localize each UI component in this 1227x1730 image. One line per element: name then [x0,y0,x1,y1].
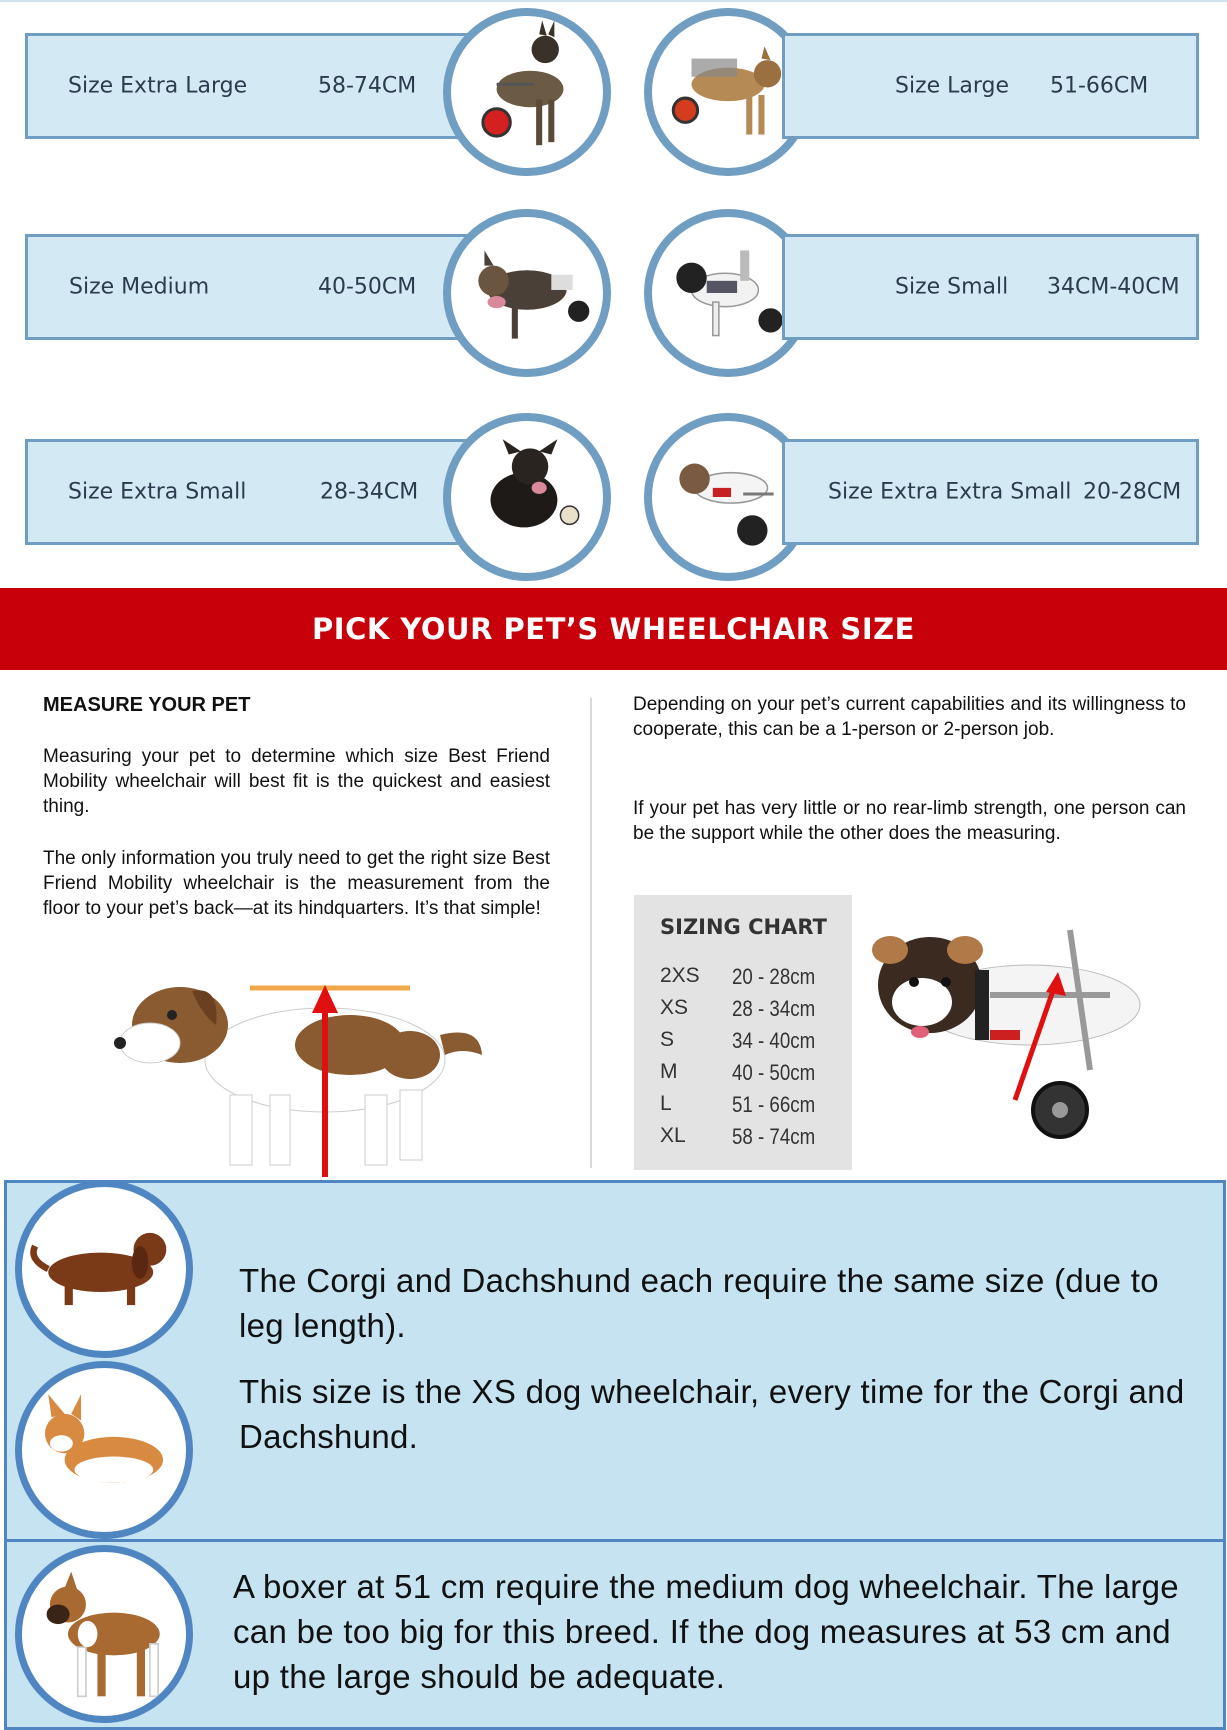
size-range: 51 - 66cm [732,1092,816,1117]
size-card-large [782,33,1199,139]
size-card-small [782,234,1199,340]
measure-heading: MEASURE YOUR PET [43,694,251,716]
size-name: Size Large [895,73,1010,99]
size-range: 34CM-40CM [1047,274,1180,300]
size-name: Size Extra Small [68,479,247,505]
measure-paragraph: Measuring your pet to determine which size Best Friend Mobility wheelchair will best fit is the quickest and easiest thing. [43,746,550,817]
sizing-chart-row [660,1060,840,1092]
size-code: XL [660,1124,686,1147]
breed-info-corgi-dachshund [4,1180,1226,1542]
column-divider [590,698,592,1168]
size-code: 2XS [660,964,700,987]
size-card-extra-large [25,33,470,139]
size-range: 28-34CM [320,479,419,505]
corgi-icon [15,1361,193,1539]
sizing-chart-title: SIZING CHART [660,915,827,939]
dog-wheelchair-icon [443,209,611,377]
size-card-medium [25,234,470,340]
size-range: 28 - 34cm [732,996,816,1021]
size-range: 20 - 28cm [732,964,816,989]
size-code: XS [660,996,689,1019]
sizing-chart-row [660,996,840,1028]
breed-text: This size is the XS dog wheelchair, every time for the Corgi and Dachshund. [239,1373,1185,1455]
size-card-extra-small [25,439,470,545]
breed-text: A boxer at 51 cm require the medium dog wheelchair. The large can be too big for this breed. If the dog measures at 53 cm and up the large should be adequate. [233,1568,1179,1695]
banner-title: PICK YOUR PET’S WHEELCHAIR SIZE [312,612,915,646]
measure-paragraph: Depending on your pet’s current capabilities and its willingness to cooperate, this can be a 1-person or 2-person job. [633,694,1186,740]
sizing-chart [634,895,852,1170]
sizing-chart-row [660,1124,840,1156]
dachshund-icon [15,1180,193,1358]
measure-paragraph: If your pet has very little or no rear-limb strength, one person can be the support while the other does the measuring. [633,798,1186,844]
size-range: 20-28CM [1083,479,1182,505]
measure-puppy-illustration [110,955,490,1177]
sizing-chart-row [660,1092,840,1124]
size-code: L [660,1092,672,1115]
dog-wheelchair-icon [443,8,611,176]
size-card-extra-extra-small [782,439,1199,545]
breed-info-boxer [4,1542,1226,1730]
boxer-icon [15,1545,193,1723]
size-code: M [660,1060,678,1083]
measure-paragraph: The only information you truly need to get the right size Best Friend Mobility wheelchair is the measurement from the floor to your pet’s back—at its hindquarters. It’s that simple! [43,848,550,919]
sizing-chart-row [660,1028,840,1060]
sizing-chart-row [660,964,840,996]
size-range: 40-50CM [318,274,417,300]
dog-wheelchair-icon [443,413,611,581]
size-code: S [660,1028,675,1051]
size-range: 40 - 50cm [732,1060,816,1085]
size-name: Size Medium [69,274,210,300]
size-grid [0,0,1227,585]
size-range: 58 - 74cm [732,1124,816,1149]
size-name: Size Small [895,274,1009,300]
size-range: 34 - 40cm [732,1028,816,1053]
breed-text: The Corgi and Dachshund each require the same size (due to leg length). [239,1262,1159,1344]
size-range: 58-74CM [318,73,417,99]
puppy-wheelchair-illustration [870,910,1190,1140]
size-name: Size Extra Large [68,73,248,99]
size-name: Size Extra Extra Small [828,479,1072,505]
section-banner [0,588,1227,670]
measure-section [0,670,1227,1178]
size-range: 51-66CM [1050,73,1149,99]
